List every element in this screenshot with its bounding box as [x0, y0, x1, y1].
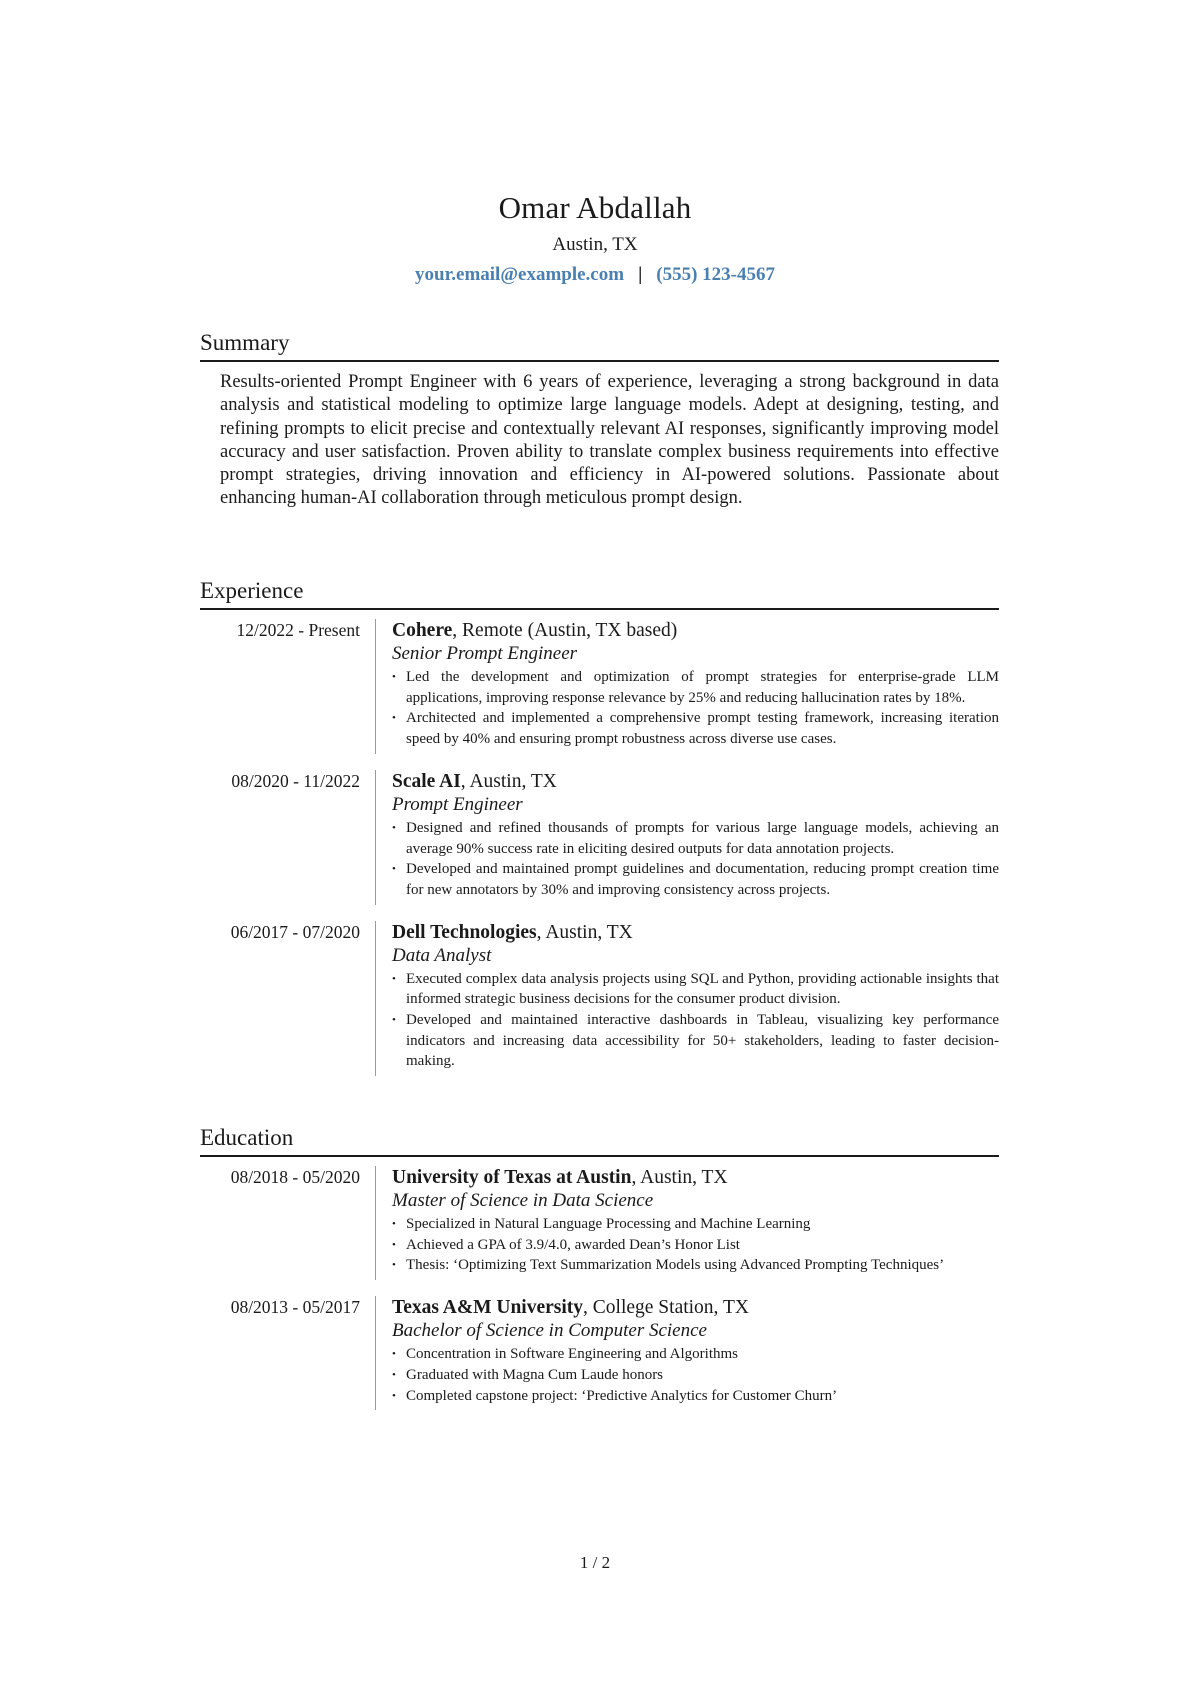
bullet-text: Achieved a GPA of 3.9/4.0, awarded Dean’s Honor List: [406, 1236, 740, 1253]
entry-org-line: [392, 619, 999, 642]
bullet-item: [392, 1235, 999, 1256]
candidate-name: Omar Abdallah: [498, 190, 692, 225]
entry-location: , Austin, TX: [460, 770, 557, 792]
resume-header: [0, 188, 1190, 288]
bullet-text: Developed and maintained interactive dashboards in Tableau, visualizing key performance indicators and increasing data accessibility for 50+ stakeholders, leading to faster decision-making.: [406, 1012, 999, 1070]
bullet-text: Thesis: ‘Optimizing Text Summarization Models using Advanced Prompting Techniques’: [406, 1257, 945, 1274]
bullet-text: Specialized in Natural Language Processing and Machine Learning: [406, 1216, 811, 1232]
bullet-text: Led the development and optimization of prompt strategies for enterprise-grade LLM applications, improving response relevance by 25% and reducing hallucination rates by 18%.: [406, 669, 999, 706]
bullet-icon: •: [392, 1368, 396, 1381]
entry-date: 08/2013 - 05/2017: [230, 1297, 360, 1318]
bullet-item: [392, 1344, 999, 1365]
entry-role: Senior Prompt Engineer: [392, 643, 578, 664]
education-entry: [200, 1296, 999, 1410]
bullet-item: [392, 1386, 999, 1407]
bullet-icon: •: [392, 863, 396, 876]
summary-section: [200, 328, 999, 511]
entry-location: , Austin, TX: [631, 1167, 728, 1188]
bullet-item: [392, 1365, 999, 1386]
bullet-item: [392, 667, 999, 708]
section-title-summary: Summary: [200, 328, 999, 362]
entry-bullets: [392, 667, 999, 750]
candidate-location: Austin, TX: [552, 234, 638, 255]
experience-list: [200, 619, 999, 1076]
entry-role: Bachelor of Science in Computer Science: [392, 1320, 707, 1342]
bullet-item: [392, 969, 999, 1010]
section-title-education: Education: [200, 1123, 999, 1157]
entry-body: [375, 770, 999, 905]
bullet-item: [392, 859, 999, 900]
entry-location: , Austin, TX: [536, 921, 633, 943]
entry-organization: Scale AI: [392, 770, 461, 792]
bullet-text: Completed capstone project: ‘Predictive Analytics for Customer Churn’: [406, 1387, 838, 1404]
experience-entry: [200, 770, 999, 905]
entry-organization: Cohere: [392, 620, 453, 641]
bullet-text: Designed and refined thousands of prompts for various large language models, achieving an average 90% success rate in eliciting desired outputs for data annotation projects.: [406, 819, 999, 857]
entry-org-line: [392, 1166, 999, 1189]
entry-body: [375, 619, 999, 754]
entry-date: 08/2018 - 05/2020: [230, 1167, 360, 1187]
bullet-text: Graduated with Magna Cum Laude honors: [406, 1366, 664, 1383]
section-title-experience: Experience: [200, 576, 999, 610]
entry-date: 12/2022 - Present: [236, 620, 360, 640]
bullet-icon: •: [392, 821, 396, 834]
summary-text: Results-oriented Prompt Engineer with 6 years of experience, leveraging a strong background in data analysis and statistical modeling to optimize large language models. Adept at designing, testing, and refining prompts to elicit precise and contextually relevant AI responses, significantly improving model accuracy and user satisfaction. Proven ability to translate complex business requirements into effective prompt strategies, driving innovation and efficiency in AI-powered solutions. Passionate about enhancing human-AI collaboration through meticulous prompt design.: [220, 372, 999, 509]
entry-bullets: [392, 1344, 999, 1406]
entry-organization: Dell Technologies: [392, 921, 537, 943]
entry-org-line: [392, 921, 999, 944]
contact-line: [0, 262, 1190, 288]
entry-location: , College Station, TX: [583, 1297, 749, 1319]
entry-body: [375, 1296, 999, 1410]
bullet-icon: •: [392, 1348, 396, 1361]
bullet-text: Developed and maintained prompt guidelines and documentation, reducing prompt creation time for new annotators by 30% and improving consistency across projects.: [406, 861, 999, 898]
entry-org-line: [392, 1296, 999, 1319]
entry-bullets: [392, 818, 999, 901]
bullet-text: Concentration in Software Engineering and Algorithms: [406, 1346, 739, 1363]
entry-organization: University of Texas at Austin: [392, 1167, 632, 1188]
bullet-item: [392, 1010, 999, 1072]
experience-entry: [200, 619, 999, 754]
bullet-icon: •: [392, 712, 396, 725]
bullet-icon: •: [392, 1259, 396, 1272]
contact-separator: |: [638, 264, 643, 285]
bullet-item: [392, 708, 999, 749]
bullet-item: [392, 1255, 999, 1276]
phone-link[interactable]: (555) 123-4567: [656, 264, 775, 285]
bullet-icon: •: [392, 1014, 396, 1027]
entry-role: Data Analyst: [392, 944, 492, 966]
bullet-icon: •: [392, 972, 396, 985]
entry-bullets: [392, 969, 999, 1073]
experience-entry: [200, 921, 999, 1077]
entry-role: Master of Science in Data Science: [392, 1190, 654, 1211]
entry-body: [375, 921, 999, 1077]
education-list: [200, 1166, 999, 1410]
bullet-text: Architected and implemented a comprehensive prompt testing framework, increasing iteration speed by 40% and ensuring prompt robustness across diverse use cases.: [406, 710, 999, 748]
entry-bullets: [392, 1214, 999, 1276]
entry-organization: Texas A&M University: [392, 1297, 584, 1319]
education-section: [200, 1123, 999, 1410]
email-link[interactable]: your.email@example.com: [415, 264, 625, 285]
experience-section: [200, 576, 999, 1076]
bullet-item: [392, 1214, 999, 1235]
entry-location: , Remote (Austin, TX based): [452, 620, 678, 641]
bullet-icon: •: [392, 671, 396, 683]
entry-org-line: [392, 770, 999, 793]
education-entry: [200, 1166, 999, 1280]
entry-role: Prompt Engineer: [392, 793, 523, 815]
bullet-icon: •: [392, 1389, 396, 1402]
bullet-icon: •: [392, 1218, 396, 1230]
page-number: 1 / 2: [579, 1553, 611, 1572]
bullet-text: Executed complex data analysis projects using SQL and Python, providing actionable insights that informed strategic business decisions for the consumer product division.: [406, 970, 999, 1008]
bullet-icon: •: [392, 1238, 396, 1251]
entry-body: [375, 1166, 999, 1280]
entry-date: 08/2020 - 11/2022: [231, 770, 360, 791]
bullet-item: [392, 818, 999, 859]
entry-date: 06/2017 - 07/2020: [230, 921, 360, 942]
